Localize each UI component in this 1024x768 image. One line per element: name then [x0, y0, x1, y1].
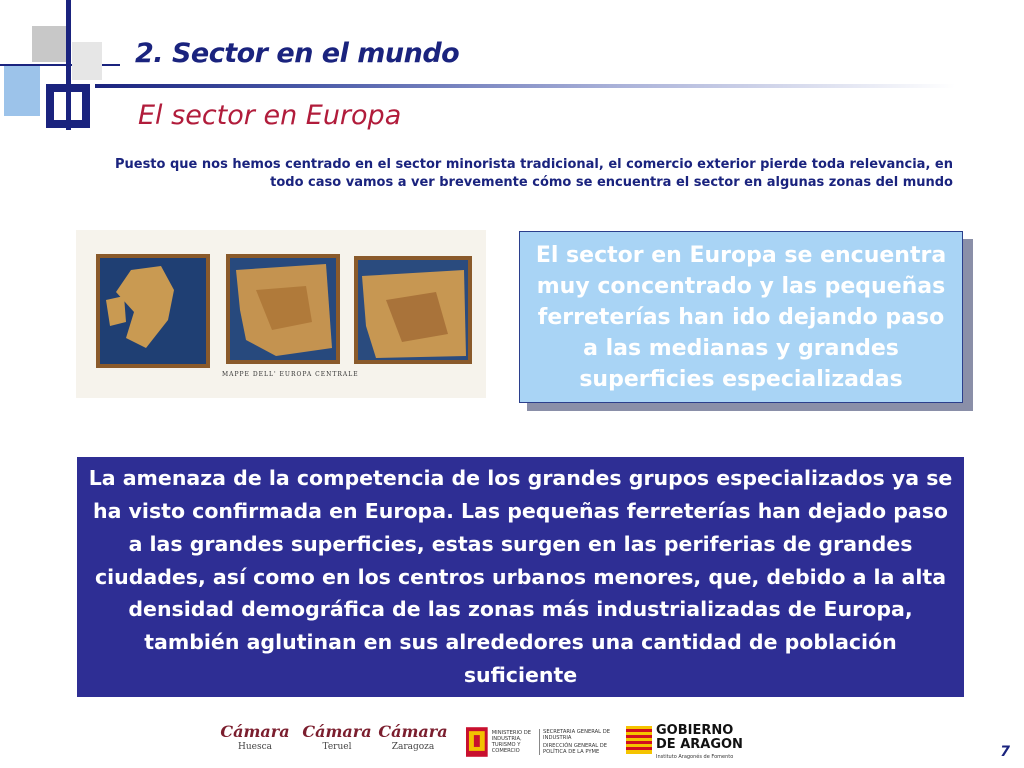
- corner-decoration: [0, 0, 140, 140]
- logo-city: Huesca: [238, 742, 272, 752]
- main-text: La amenaza de la competencia de los grandes grupos especializados ya se ha visto confirmada en Europa. Las pequeñas ferreterías han dejado paso a las grandes superficies, estas surgen en las periferias de grandes ciudades, así como en los centros urbanos menores, que, debido a la alta densidad demográfica de las zonas más industrializadas de Europa, también aglutinan en sus alrededores una cantidad de población suficiente: [88, 466, 953, 687]
- logo-city: Zaragoza: [391, 742, 435, 752]
- maps-caption: MAPPE DELL' EUROPA CENTRALE: [222, 371, 359, 378]
- logo-name: Cámara: [378, 722, 448, 741]
- logo-city: Teruel: [322, 742, 352, 752]
- gobierno-name: GOBIERNO DE ARAGON: [656, 723, 743, 752]
- logo-name: Cámara: [302, 722, 372, 741]
- page-number: 7: [1000, 744, 1010, 760]
- title-underline: [95, 84, 955, 88]
- ministerio-text: MINISTERIO DE INDUSTRIA, TURISMO Y COMERCIO: [491, 730, 531, 754]
- gobierno-subtitle: Instituto Aragonés de Fomento: [656, 754, 734, 760]
- callout-box: [519, 231, 963, 403]
- page-subtitle: El sector en Europa: [138, 100, 402, 131]
- ministerio-logo: [466, 726, 614, 758]
- aragon-flag-icon: [626, 726, 652, 754]
- gobierno-aragon-logo: [626, 724, 756, 762]
- coat-of-arms-icon: [466, 727, 488, 757]
- callout-text: El sector en Europa se encuentra muy concentrado y las pequeñas ferreterías han ido dejando paso a las medianas y grandes superficies especializadas: [535, 242, 947, 392]
- camara-zaragoza-logo: [378, 722, 448, 753]
- main-text-box: [77, 457, 964, 697]
- secretaria-text: SECRETARIA GENERAL DE INDUSTRIA: [543, 729, 610, 741]
- direccion-text: DIRECCIÓN GENERAL DE POLÍTICA DE LA PYME: [543, 743, 608, 755]
- camara-teruel-logo: [302, 722, 372, 753]
- logo-name: Cámara: [220, 722, 290, 741]
- page-title: 2. Sector en el mundo: [135, 38, 460, 69]
- secretaria-block: [539, 729, 614, 755]
- intro-paragraph: Puesto que nos hemos centrado en el sector minorista tradicional, el comercio exterior pierde toda relevancia, en todo caso vamos a ver brevemente cómo se encuentra el sector en algunas zonas del mundo: [114, 157, 953, 190]
- footer-logos: [220, 722, 760, 764]
- camara-huesca-logo: [220, 722, 290, 753]
